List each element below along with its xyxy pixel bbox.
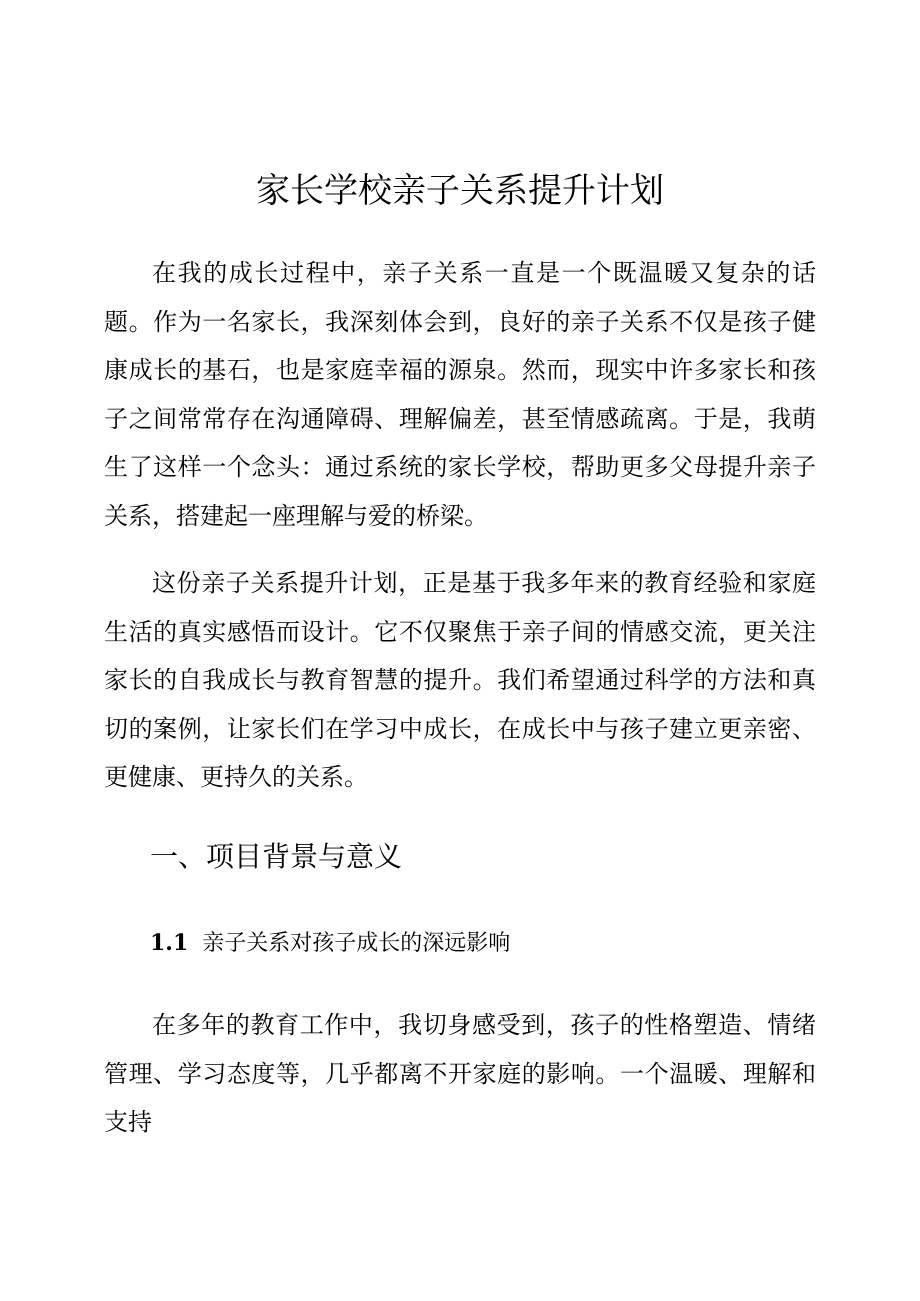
subsection-title: 亲子关系对孩子成长的深远影响 <box>202 931 511 956</box>
subsection-heading <box>150 925 510 962</box>
subsection-paragraph: 在多年的教育工作中，我切身感受到，孩子的性格塑造、情绪管理、学习态度等，几乎都离不开家庭的影响。一个温暖、理解和支持 <box>104 1011 816 1137</box>
subsection-number: 1.1 <box>150 930 189 956</box>
intro-paragraph-2: 这份亲子关系提升计划，正是基于我多年来的教育经验和家庭生活的真实感悟而设计。它不仅聚焦于亲子间的情感交流，更关注家长的自我成长与教育智慧的提升。我们希望通过科学的方法和真切的案例，让家长们在学习中成长，在成长中与孩子建立更亲密、更健康、更持久的关系。 <box>104 569 816 792</box>
intro-paragraph-1: 在我的成长过程中，亲子关系一直是一个既温暖又复杂的话题。作为一名家长，我深刻体会到，良好的亲子关系不仅是孩子健康成长的基石，也是家庭幸福的源泉。然而，现实中许多家长和孩子之间常常存在沟通障碍、理解偏差，甚至情感疏离。于是，我萌生了这样一个念头：通过系统的家长学校，帮助更多父母提升亲子关系，搭建起一座理解与爱的桥梁。 <box>104 259 816 530</box>
section-heading: 一、项目背景与意义 <box>150 840 403 873</box>
document-title: 家长学校亲子关系提升计划 <box>256 171 664 211</box>
